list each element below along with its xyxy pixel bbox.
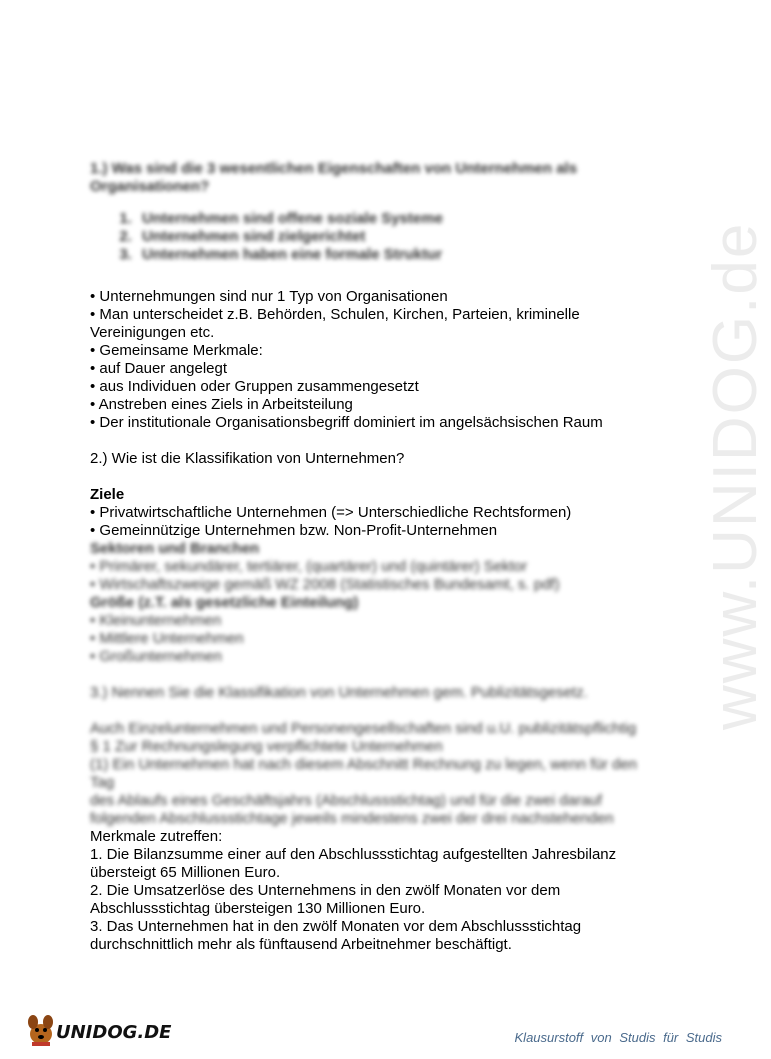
q3-text-line: 2. Die Umsatzerlöse des Unternehmens in den zwölf Monaten vor dem [90,882,561,899]
bullet-line: • Gemeinsame Merkmale: [90,342,263,359]
q3-text-line: (1) Ein Unternehmen hat nach diesem Abschnitt Rechnung zu legen, wenn für den [90,756,638,773]
q3-text-line: übersteigt 65 Millionen Euro. [90,864,281,881]
ziele-item: • Privatwirtschaftliche Unternehmen (=> Unterschiedliche Rechtsformen) [90,504,572,521]
q3-text-line: des Ablaufs eines Geschäftsjahrs (Abschlussstichtag) und für die zwei darauf [90,792,602,809]
organisation-bullets [90,288,660,432]
q3-blurred-part [90,684,660,828]
q2-section [90,450,660,666]
q3-text-line: Merkmale zutreffen: [90,828,223,845]
sektoren-item: • Primärer, sekundärer, tertiärer, (quartärer) und (quintärer) Sektor [90,558,528,575]
bullet-line: • Der institutionale Organisationsbegriff dominiert im angelsächsischen Raum [90,414,603,431]
q1-title: 1.) Was sind die 3 wesentlichen Eigenschaften von Unternehmen als Organisationen? [90,160,578,195]
groesse-item: • Kleinunternehmen [90,612,222,629]
bullet-line: Vereinigungen etc. [90,324,215,341]
groesse-heading: Größe (z.T. als gesetzliche Einteilung) [90,594,359,611]
q2-blurred-part [90,540,660,666]
q3-text-line: folgenden Abschlussstichtage jeweils mindestens zwei der drei nachstehenden [90,810,614,827]
q3-section [90,684,660,954]
q1-item: 2. Unternehmen sind zielgerichtet [136,228,660,246]
bullet-line: • auf Dauer angelegt [90,360,228,377]
groesse-item: • Großunternehmen [90,648,222,665]
watermark: www.UNIDOG.de [701,221,770,730]
footer-tagline: Klausurstoff von Studis für Studis [514,1030,722,1045]
sektoren-heading: Sektoren und Branchen [90,540,260,557]
document-content [90,160,660,954]
q1-list [90,210,660,264]
q3-text-line: Abschlussstichtag übersteigen 130 Millionen Euro. [90,900,426,917]
q3-text-line: § 1 Zur Rechnungslegung verpflichtete Unternehmen [90,738,443,755]
q3-title: 3.) Nennen Sie die Klassifikation von Unternehmen gem. Publizitätsgesetz. [90,684,588,701]
groesse-item: • Mittlere Unternehmen [90,630,244,647]
q2-title: 2.) Wie ist die Klassifikation von Unternehmen? [90,450,405,467]
q3-text-line: Tag [90,774,115,791]
q1-item: 1. Unternehmen sind offene soziale Systeme [136,210,660,228]
q1-item: 3. Unternehmen haben eine formale Struktur [136,246,660,264]
ziele-item: • Gemeinnützige Unternehmen bzw. Non-Profit-Unternehmen [90,522,498,539]
bullet-line: • aus Individuen oder Gruppen zusammengesetzt [90,378,419,395]
q1-section [90,160,660,264]
bullet-line: • Man unterscheidet z.B. Behörden, Schulen, Kirchen, Parteien, kriminelle [90,306,580,323]
q3-text-line: Auch Einzelunternehmen und Personengesellschaften sind u.U. publizitätspflichtig [90,720,637,737]
q3-text-line: 1. Die Bilanzsumme einer auf den Abschlussstichtag aufgestellten Jahresbilanz [90,846,617,863]
bullet-line: • Anstreben eines Ziels in Arbeitsteilung [90,396,353,413]
ziele-heading: Ziele [90,486,125,503]
dog-icon [24,1012,58,1048]
sektoren-item: • Wirtschaftszweige gemäß WZ 2008 (Statistisches Bundesamt, s. pdf) [90,576,560,593]
bullet-line: • Unternehmungen sind nur 1 Typ von Organisationen [90,288,448,305]
unidog-logo[interactable] [24,1012,172,1052]
q3-text-line: durchschnittlich mehr als fünftausend Arbeitnehmer beschäftigt. [90,936,512,953]
logo-text: UNIDOG.DE [56,1022,172,1043]
q3-text-line: 3. Das Unternehmen hat in den zwölf Monaten vor dem Abschlussstichtag [90,918,582,935]
